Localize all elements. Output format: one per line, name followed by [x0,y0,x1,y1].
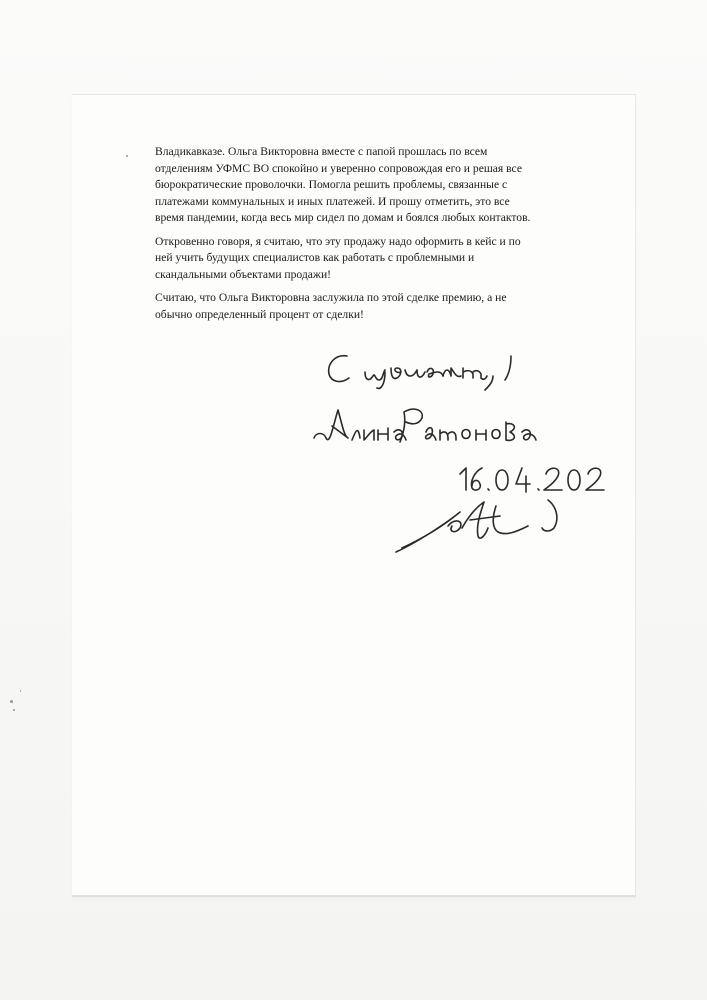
paragraph-1 [155,144,595,227]
text-line: отделениям УФМС ВО спокойно и уверенно сопровождая его и решая все [155,161,522,175]
scan-speck [20,690,21,692]
text-line: платежами коммунальных и иных платежей. И прошу отметить, это все [155,194,510,208]
text-line: Откровенно говоря, я считаю, что эту продажу надо оформить в кейс и по [155,234,521,248]
text-line: Владикавказе. Ольга Викторовна вместе с папой прошлась по всем [155,145,488,158]
paragraph-3 [155,290,595,323]
scan-speck [126,155,128,157]
handwritten-date [458,462,608,494]
handwritten-closing [325,350,525,395]
paragraph-2 [155,234,595,284]
text-line: время пандемии, когда весь мир сидел по домам и боялся любых контактов. [155,211,531,224]
scan-speck [10,700,13,703]
letter-body [155,144,595,330]
scan-speck [13,709,15,711]
text-line: скандальными объектами продажи! [155,267,332,281]
text-line: Считаю, что Ольга Викторовна заслужила по этой сделке премию, а не [155,291,507,304]
text-line: обычно определенный процент от сделки! [155,307,364,321]
handwritten-name [308,402,578,452]
text-line: бюрократические проволочки. Помогла решить проблемы, связанные с [155,178,508,191]
text-line: ней учить будущих специалистов как работать с проблемными и [155,251,475,264]
signature-image [388,492,573,562]
